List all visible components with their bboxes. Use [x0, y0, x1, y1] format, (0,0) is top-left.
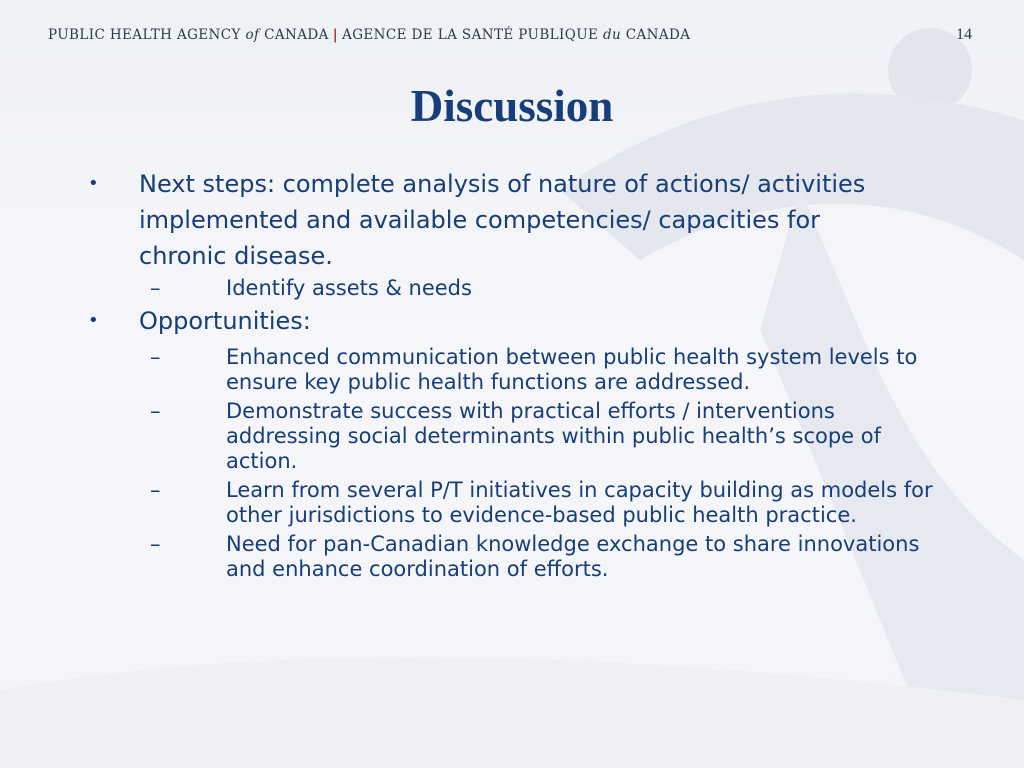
agency-header	[48, 27, 690, 43]
sub-bullet-text: Need for pan-Canadian knowledge exchange to share innovations and enhance coordination of efforts.	[226, 532, 920, 581]
sub-bullet-text: Demonstrate success with practical efforts / interventions addressing social determinants within public health’s scope of action.	[226, 399, 881, 473]
sub-bullet-item	[0, 478, 946, 528]
bullet-item	[0, 166, 899, 274]
sub-bullet-item	[0, 399, 946, 474]
sub-bullet-mark: –	[150, 399, 161, 423]
sub-bullet-text: Learn from several P/T initiatives in capacity building as models for other jurisdictions to evidence-based public health practice.	[226, 478, 933, 527]
slide-body	[0, 166, 1024, 582]
watermark-floor-shape	[0, 657, 1024, 768]
sub-bullet-mark: –	[150, 532, 161, 556]
sub-bullet-mark: –	[150, 276, 161, 300]
bullet-item	[0, 303, 899, 339]
bullet-mark: •	[88, 173, 99, 194]
agency-name-fr-start: AGENCE DE LA SANTÉ PUBLIQUE	[342, 27, 603, 43]
agency-name-fr-du: du	[602, 27, 622, 43]
agency-name-en-of: of	[245, 27, 260, 43]
agency-name-fr-end: CANADA	[621, 27, 691, 43]
sub-bullet-item	[0, 532, 946, 582]
bullet-mark: •	[88, 310, 99, 331]
header-separator: |	[332, 27, 339, 43]
sub-bullet-mark: –	[150, 345, 161, 369]
bullet-text: Opportunities:	[139, 307, 311, 335]
bullet-text: Next steps: complete analysis of nature of actions/ activities implemented and available competencies/ capacities for chronic disease.	[139, 170, 866, 270]
sub-bullet-text: Enhanced communication between public health system levels to ensure key public health functions are addressed.	[226, 345, 918, 394]
sub-bullet-item	[0, 345, 946, 395]
slide-title: Discussion	[410, 81, 614, 131]
sub-bullet-mark: –	[150, 478, 161, 502]
agency-name-en-end: CANADA	[259, 27, 329, 43]
sub-bullet-item	[0, 276, 946, 301]
sub-bullet-text: Identify assets & needs	[226, 276, 472, 300]
slide-page-number: 14	[956, 26, 972, 43]
agency-name-en-start: PUBLIC HEALTH AGENCY	[48, 27, 246, 43]
